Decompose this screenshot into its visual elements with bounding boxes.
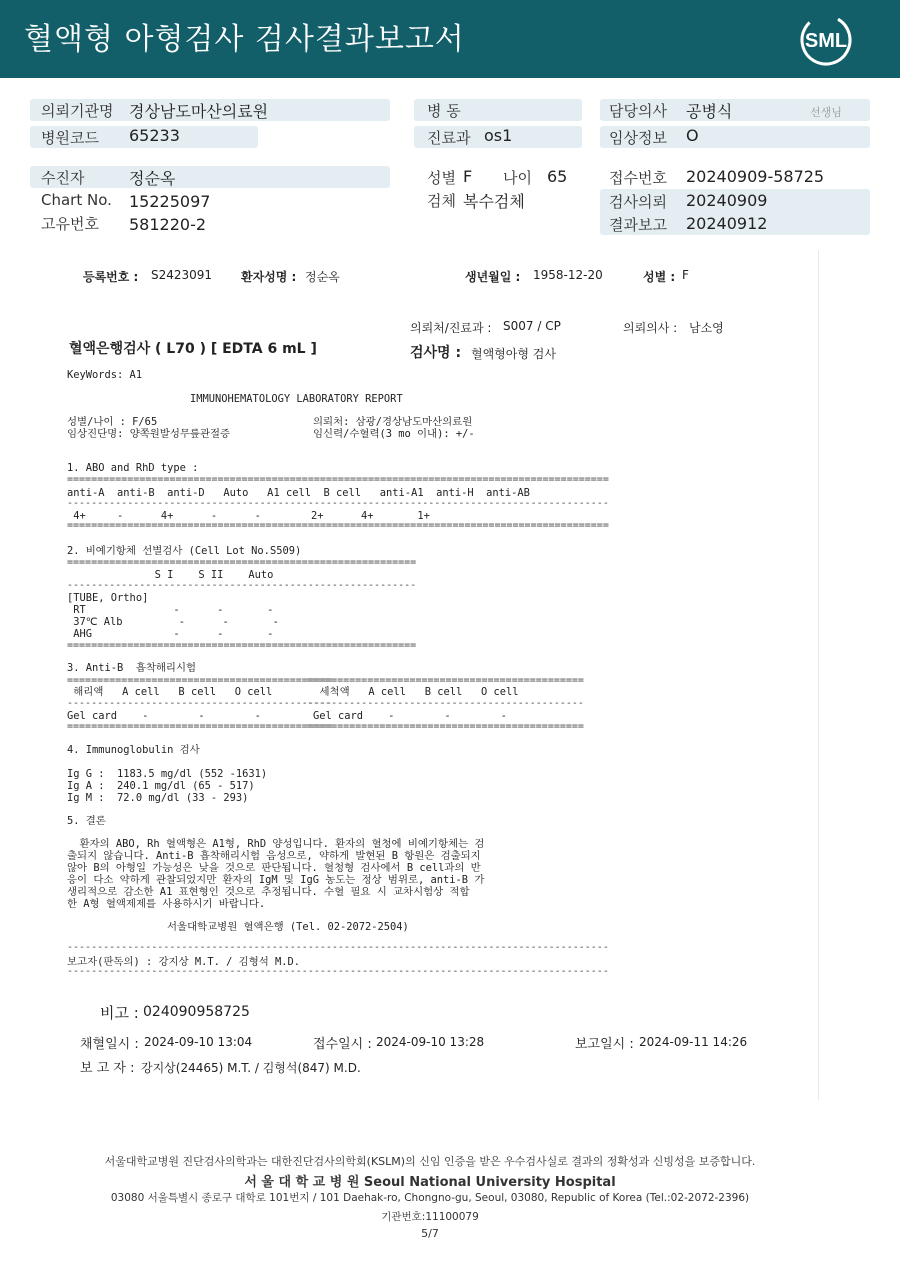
- footer-hospital: 서 울 대 학 교 병 원 Seoul National University Hospital: [244, 1175, 616, 1190]
- receipt-value: 20240909-58725: [686, 167, 825, 186]
- conclusion-line-6: 한 A형 혈액제제를 사용하시기 바랍니다.: [67, 898, 266, 910]
- patient-label: 수진자: [41, 169, 85, 187]
- footer-page: 5/7: [421, 1227, 439, 1240]
- sec2-rule-mid: ----------------------------------------------------------: [67, 580, 417, 591]
- department-value: os1: [484, 126, 513, 145]
- dob-label: 생년월일 :: [465, 270, 521, 284]
- sec3-left-rule-mid: --------------------------------------------: [67, 698, 332, 709]
- receive-value: 2024-09-10 13:28: [376, 1035, 485, 1049]
- sec1-title: 1. ABO and RhD type :: [67, 462, 199, 474]
- test-name-label: 검사명 :: [410, 345, 462, 361]
- reporter-rule-top: ------------------------------------------------------------------------------------------: [67, 942, 609, 953]
- sec3-right-rule-mid: ----------------------------------------------: [307, 698, 584, 709]
- collect-value: 2024-09-10 13:04: [144, 1035, 253, 1049]
- sec5-title: 5. 결론: [67, 815, 106, 827]
- ref-doctor-label: 의뢰의사 :: [623, 321, 678, 335]
- igm-result: Ig M : 72.0 mg/dl (33 - 293): [67, 792, 249, 804]
- institution-label: 의뢰기관명: [41, 102, 114, 120]
- sec3-title: 3. Anti-B 흡착해리시험: [67, 662, 197, 674]
- name-label: 환자성명 :: [241, 270, 297, 284]
- specimen-value: 복수검체: [463, 192, 525, 211]
- report-value: 20240912: [686, 214, 768, 233]
- sec3-right-values: Gel card - - -: [313, 710, 507, 722]
- footer-certification: 서울대학교병원 진단검사의학과는 대한진단검사의학회(KSLM)의 신임 인증을 받은 우수검사실로 결과의 정확성과 신빙성을 보증합니다.: [104, 1155, 756, 1168]
- scan-edge: [818, 250, 819, 1100]
- reporter-rule-bottom: ------------------------------------------------------------------------------------------: [67, 966, 609, 977]
- sec3-left-rule-bottom: ============================================: [67, 721, 332, 732]
- clinical-value: O: [686, 126, 699, 145]
- report-label: 결과보고: [609, 216, 667, 234]
- conclusion-line-5: 생리적으로 감소한 A1 표현형인 것으로 추정됩니다. 수혈 필요 시 교차시험상 적합: [67, 886, 470, 898]
- sec3-left-headers: 해리액 A cell B cell O cell: [67, 686, 273, 698]
- lab-report-title: IMMUNOHEMATOLOGY LABORATORY REPORT: [190, 393, 403, 405]
- igg-result: Ig G : 1183.5 mg/dl (552 -1631): [67, 768, 268, 780]
- iga-result: Ig A : 240.1 mg/dl (65 - 517): [67, 780, 255, 792]
- receipt-label: 접수번호: [609, 169, 667, 187]
- reg-label: 등록번호 :: [83, 270, 139, 284]
- age-label: 나이: [503, 169, 532, 187]
- footer-address: 03080 서울특별시 종로구 대학로 101번지 / 101 Daehak-ro, Chongno-gu, Seoul, 03080, Republic of Korea (Tel.:02-2072-2396): [110, 1192, 750, 1204]
- scan-sex-label: 성별 :: [643, 270, 676, 284]
- specimen-label: 검체: [427, 192, 456, 210]
- report-header: [0, 0, 900, 78]
- sex-label: 성별: [427, 169, 456, 187]
- referral-value: S007 / CP: [503, 319, 561, 333]
- sec3-right-headers: 세척액 A cell B cell O cell: [307, 686, 519, 698]
- reporter-value: 강지상(24465) M.T. / 김형석(847) M.D.: [141, 1061, 361, 1075]
- hospital-code-label: 병원코드: [41, 129, 99, 147]
- conclusion-line-1: 환자의 ABO, Rh 혈액형은 A1형, RhD 양성입니다. 환자의 혈청에 비예기항체는 검: [67, 838, 485, 850]
- sec1-rule-bottom: ==========================================================================================: [67, 520, 609, 531]
- svg-text:SML: SML: [804, 30, 848, 52]
- test-name-value: 혈액형아형 검사: [471, 347, 556, 361]
- report-title: 혈액형 아형검사 검사결과보고서: [24, 22, 465, 57]
- sec2-row-rt: RT - - -: [67, 604, 274, 616]
- sec2-rule-bottom: ==========================================================: [67, 640, 417, 651]
- age-value: 65: [547, 167, 568, 186]
- test-title: 혈액은행검사 ( L70 ) [ EDTA 6 mL ]: [69, 341, 317, 357]
- ward-label: 병 동: [427, 102, 461, 120]
- collect-label: 채혈일시 :: [80, 1037, 139, 1052]
- sex-value: F: [463, 167, 473, 186]
- sec3-right-rule-top: ==============================================: [307, 675, 584, 686]
- ref-doctor-value: 남소영: [689, 321, 724, 335]
- remark-value: 024090958725: [143, 1004, 250, 1020]
- uid-value: 581220-2: [129, 215, 207, 234]
- uid-label: 고유번호: [41, 215, 99, 233]
- clinical-label: 임상정보: [609, 129, 667, 147]
- department-label: 진료과: [427, 129, 471, 147]
- doctor-label: 담당의사: [609, 102, 667, 120]
- request-label: 검사의뢰: [609, 193, 667, 211]
- reporter-line: 보고자(판독의) : 강지상 M.T. / 김형석 M.D.: [67, 956, 301, 968]
- sec2-row-ahg: AHG - - -: [67, 628, 274, 640]
- conclusion-line-2: 출되지 않습니다. Anti-B 흡착해리시험 음성으로, 약하게 발현된 B 항원은 검출되지: [67, 850, 481, 862]
- hospital-code-value: 65233: [129, 126, 180, 145]
- conclusion-line-3: 않아 B의 아형일 가능성은 낮을 것으로 판단됩니다. 혈청형 검사에서 B cell과의 반: [67, 862, 481, 874]
- request-value: 20240909: [686, 191, 768, 210]
- remark-label: 비고 :: [100, 1004, 139, 1022]
- institution-value: 경상남도마산의료원: [129, 102, 269, 121]
- reg-value: S2423091: [151, 268, 213, 282]
- sec2-title: 2. 비예기항체 선별검사 (Cell Lot No.S509): [67, 545, 302, 557]
- sml-logo-icon: [798, 12, 854, 68]
- sec4-title: 4. Immunoglobulin 검사: [67, 744, 200, 756]
- report-time-label: 보고일시 :: [575, 1037, 634, 1052]
- patient-value: 정순옥: [129, 169, 176, 188]
- keywords: KeyWords: A1: [67, 369, 143, 381]
- sec1-headers: anti-A anti-B anti-D Auto A1 cell B cell anti-A1 anti-H anti-AB: [67, 487, 530, 499]
- sec3-right-rule-bottom: ==============================================: [307, 721, 584, 732]
- sec1-rule-mid: ------------------------------------------------------------------------------------------: [67, 498, 609, 509]
- sec2-method: [TUBE, Ortho]: [67, 592, 149, 604]
- receive-label: 접수일시 :: [313, 1037, 372, 1052]
- doctor-suffix: 선생님: [810, 106, 842, 119]
- sec2-rule-top: ==========================================================: [67, 557, 417, 568]
- sex-age: 성별/나이 : F/65: [67, 416, 158, 428]
- chart-value: 15225097: [129, 192, 211, 211]
- doctor-value: 공병식: [686, 102, 733, 121]
- reporter-label: 보 고 자 :: [80, 1061, 135, 1076]
- conclusion-line-4: 응이 다소 약하게 관찰되었지만 환자의 IgM 및 IgG 농도는 정상 범위로, anti-B 가: [67, 874, 485, 886]
- dob-value: 1958-12-20: [533, 268, 603, 282]
- sec3-left-rule-top: ============================================: [67, 675, 332, 686]
- referral-label: 의뢰처/진료과 :: [410, 321, 492, 335]
- sec1-rule-top: ==========================================================================================: [67, 474, 609, 485]
- diagnosis: 임상진단명: 양쪽원발성무릎관절증: [67, 428, 231, 440]
- report-time-value: 2024-09-11 14:26: [639, 1035, 748, 1049]
- name-value: 정순옥: [305, 270, 340, 284]
- sec1-values: 4+ - 4+ - - 2+ 4+ 1+: [67, 510, 430, 522]
- sec2-row-37c: 37℃ Alb - - -: [67, 616, 279, 628]
- bloodbank-line: 서울대학교병원 혈액은행 (Tel. 02-2072-2504): [167, 921, 409, 933]
- chart-label: Chart No.: [41, 191, 112, 209]
- scan-sex-value: F: [682, 268, 689, 282]
- footer-institution-no: 기관번호:11100079: [381, 1211, 479, 1223]
- client: 의뢰처: 삼광/경상남도마산의료원: [313, 416, 473, 428]
- pregnancy: 임신력/수혈력(3 mo 이내): +/-: [313, 428, 475, 440]
- sec2-headers: S I S II Auto: [67, 569, 274, 581]
- sec3-left-values: Gel card - - -: [67, 710, 261, 722]
